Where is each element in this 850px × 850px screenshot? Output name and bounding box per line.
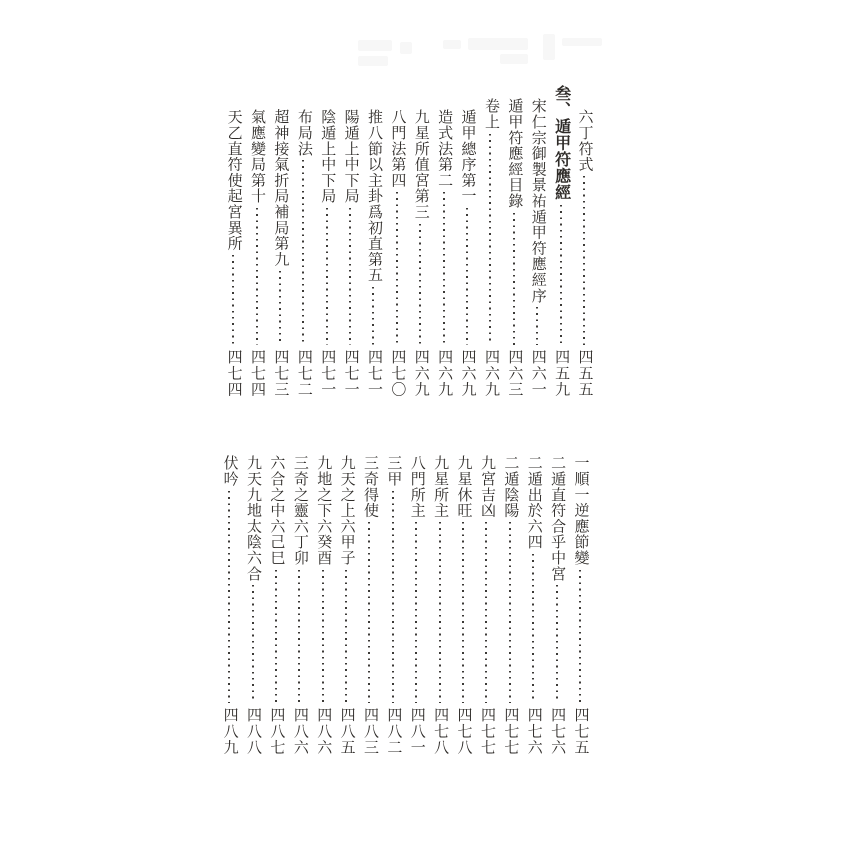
toc-entry-page-number: 四八五 xyxy=(338,707,355,756)
toc-entry xyxy=(385,431,401,756)
toc-entry-page-number: 四六九 xyxy=(482,349,499,398)
dotted-leader xyxy=(556,585,558,703)
toc-entry xyxy=(225,85,241,398)
toc-entry xyxy=(295,85,311,398)
toc-entry-title: 三奇得使 xyxy=(361,455,378,519)
toc-entry-title: 超神接氣折局補局第九 xyxy=(272,109,289,267)
dotted-leader xyxy=(368,522,370,703)
toc-entry-title: 推八節以主卦爲初直第五 xyxy=(365,109,382,283)
toc-entry-page-number: 四六九 xyxy=(412,349,429,398)
toc-entry-title: 卷上 xyxy=(482,98,499,130)
toc-entry-title: 九地之下六癸酉 xyxy=(315,455,332,566)
toc-entry-page-number: 四八二 xyxy=(385,707,402,756)
dotted-leader xyxy=(466,208,468,346)
toc-block-bottom xyxy=(221,431,588,756)
dotted-leader xyxy=(509,522,511,703)
toc-entry-page-number: 四七一 xyxy=(342,349,359,398)
toc-entry xyxy=(338,431,354,756)
dotted-leader xyxy=(345,570,347,704)
toc-entry xyxy=(319,85,335,398)
toc-entry-title: 陰遁上中下局 xyxy=(319,109,336,204)
bleed-mark xyxy=(443,40,461,49)
toc-entry-page-number: 四五五 xyxy=(576,349,593,398)
toc-entry-title: 三甲 xyxy=(385,455,402,487)
toc-entry xyxy=(576,85,592,398)
toc-entry-page-number: 四七八 xyxy=(432,707,449,756)
toc-entry-page-number: 四六九 xyxy=(436,349,453,398)
dotted-leader xyxy=(326,208,328,346)
toc-entry-page-number: 四八九 xyxy=(221,707,238,756)
toc-entry-title: 九天九地太陰六合 xyxy=(245,455,262,582)
toc-entry-title: 九星休旺 xyxy=(455,455,472,519)
toc-entry xyxy=(342,85,358,398)
dotted-leader xyxy=(579,570,581,704)
toc-entry-page-number: 四八三 xyxy=(361,707,378,756)
toc-entry xyxy=(249,85,265,398)
toc-entry-title: 二遁出於六四 xyxy=(525,455,542,550)
dotted-leader xyxy=(513,213,515,346)
dotted-leader xyxy=(583,176,585,345)
dotted-leader xyxy=(322,570,324,704)
toc-entry-title: 伏吟 xyxy=(221,455,238,487)
toc-entry xyxy=(432,431,448,756)
toc-entry xyxy=(502,431,518,756)
toc-entry-title: 九星所主 xyxy=(432,455,449,519)
toc-entry-page-number: 四八七 xyxy=(268,707,285,756)
toc-entry xyxy=(389,85,405,398)
toc-entry-title: 造式法第二 xyxy=(436,109,453,188)
dotted-leader xyxy=(349,208,351,346)
toc-entry xyxy=(529,85,545,398)
toc-entry xyxy=(553,85,569,398)
toc-entry-page-number: 四七一 xyxy=(319,349,336,398)
toc-entry xyxy=(408,431,424,756)
bleed-mark xyxy=(543,34,555,60)
toc-entry-title: 叁、遁甲符應經 xyxy=(552,85,570,201)
toc-entry-page-number: 四七七 xyxy=(478,707,495,756)
dotted-leader xyxy=(489,134,491,346)
dotted-leader xyxy=(485,522,487,703)
toc-entry-title: 六丁符式 xyxy=(576,109,593,173)
toc-entry-page-number: 四七六 xyxy=(525,707,542,756)
toc-entry xyxy=(365,85,381,398)
toc-entry-page-number: 四七二 xyxy=(295,349,312,398)
toc-entry-page-number: 四七六 xyxy=(549,707,566,756)
toc-entry xyxy=(361,431,377,756)
toc-entry-page-number: 四八八 xyxy=(245,707,262,756)
bleed-mark xyxy=(500,54,528,64)
bleed-mark xyxy=(468,38,528,50)
toc-entry-page-number: 四七七 xyxy=(502,707,519,756)
toc-entry xyxy=(482,85,498,398)
toc-entry-page-number: 四七三 xyxy=(272,349,289,398)
dotted-leader xyxy=(228,491,230,704)
toc-entry-title: 六合之中六己巳 xyxy=(268,455,285,566)
dotted-leader xyxy=(392,491,394,704)
toc-entry xyxy=(268,431,284,756)
toc-entry-page-number: 四八六 xyxy=(291,707,308,756)
toc-entry-title: 宋仁宗御製景祐遁甲符應經序 xyxy=(529,98,546,304)
toc-entry-page-number: 四八六 xyxy=(315,707,332,756)
toc-entry-page-number: 四七八 xyxy=(455,707,472,756)
toc-entry-page-number: 四六一 xyxy=(529,349,546,398)
bleed-mark xyxy=(562,38,602,46)
toc-block-top xyxy=(225,85,592,398)
toc-entry xyxy=(459,85,475,398)
bleed-mark xyxy=(400,42,412,54)
toc-entry-title: 二遁直符合乎中宮 xyxy=(549,455,566,582)
dotted-leader xyxy=(443,192,445,345)
toc-entry-page-number: 四七四 xyxy=(249,349,266,398)
toc-entry xyxy=(525,431,541,756)
dotted-leader xyxy=(462,522,464,703)
toc-entry-title: 九星所值宮第三 xyxy=(412,109,429,220)
toc-entry-title: 九宮吉凶 xyxy=(478,455,495,519)
toc-entry xyxy=(412,85,428,398)
toc-entry-page-number: 四八一 xyxy=(408,707,425,756)
toc-entry xyxy=(315,431,331,756)
toc-entry-title: 陽遁上中下局 xyxy=(342,109,359,204)
dotted-leader xyxy=(252,585,254,703)
toc-entry xyxy=(221,431,237,756)
toc-entry xyxy=(436,85,452,398)
dotted-leader xyxy=(232,255,234,345)
dotted-leader xyxy=(275,570,277,704)
dotted-leader xyxy=(415,522,417,703)
dotted-leader xyxy=(279,271,281,345)
dotted-leader xyxy=(396,192,398,345)
bleed-mark xyxy=(358,40,392,51)
toc-entry-page-number: 四七〇 xyxy=(389,349,406,398)
dotted-leader xyxy=(372,287,374,346)
dotted-leader xyxy=(439,522,441,703)
toc-entry xyxy=(245,431,261,756)
toc-entry-page-number: 四七四 xyxy=(225,349,242,398)
toc-entry-title: 布局法 xyxy=(295,109,312,157)
toc-entry-page-number: 四七五 xyxy=(572,707,589,756)
toc-entry-title: 八門法第四 xyxy=(389,109,406,188)
dotted-leader xyxy=(419,224,421,346)
toc-entry xyxy=(549,431,565,756)
toc-entry xyxy=(572,431,588,756)
toc-entry-page-number: 四六九 xyxy=(459,349,476,398)
dotted-leader xyxy=(256,208,258,346)
toc-entry-title: 九天之上六甲子 xyxy=(338,455,355,566)
toc-entry xyxy=(272,85,288,398)
dotted-leader xyxy=(560,205,562,346)
toc-entry-page-number: 四五九 xyxy=(553,349,570,398)
toc-entry-title: 遁甲符應經目錄 xyxy=(506,98,523,209)
toc-entry-title: 八門所主 xyxy=(408,455,425,519)
toc-entry xyxy=(506,85,522,398)
toc-entry xyxy=(291,431,307,756)
toc-entry xyxy=(455,431,471,756)
toc-entry-title: 二遁陰陽 xyxy=(502,455,519,519)
toc-entry-page-number: 四七一 xyxy=(365,349,382,398)
toc-entry-title: 遁甲總序第一 xyxy=(459,109,476,204)
toc-entry-title: 氣應變局第十 xyxy=(249,109,266,204)
dotted-leader xyxy=(302,160,304,345)
bleed-mark xyxy=(358,56,388,66)
dotted-leader xyxy=(532,554,534,704)
toc-entry-page-number: 四六三 xyxy=(506,349,523,398)
toc-entry-title: 三奇之靈六丁卯 xyxy=(291,455,308,566)
dotted-leader xyxy=(298,570,300,704)
toc-entry-title: 一順一逆應節變 xyxy=(572,455,589,566)
dotted-leader xyxy=(536,307,538,345)
toc-entry xyxy=(478,431,494,756)
toc-entry-title: 天乙直符使起宮異所 xyxy=(225,109,242,252)
